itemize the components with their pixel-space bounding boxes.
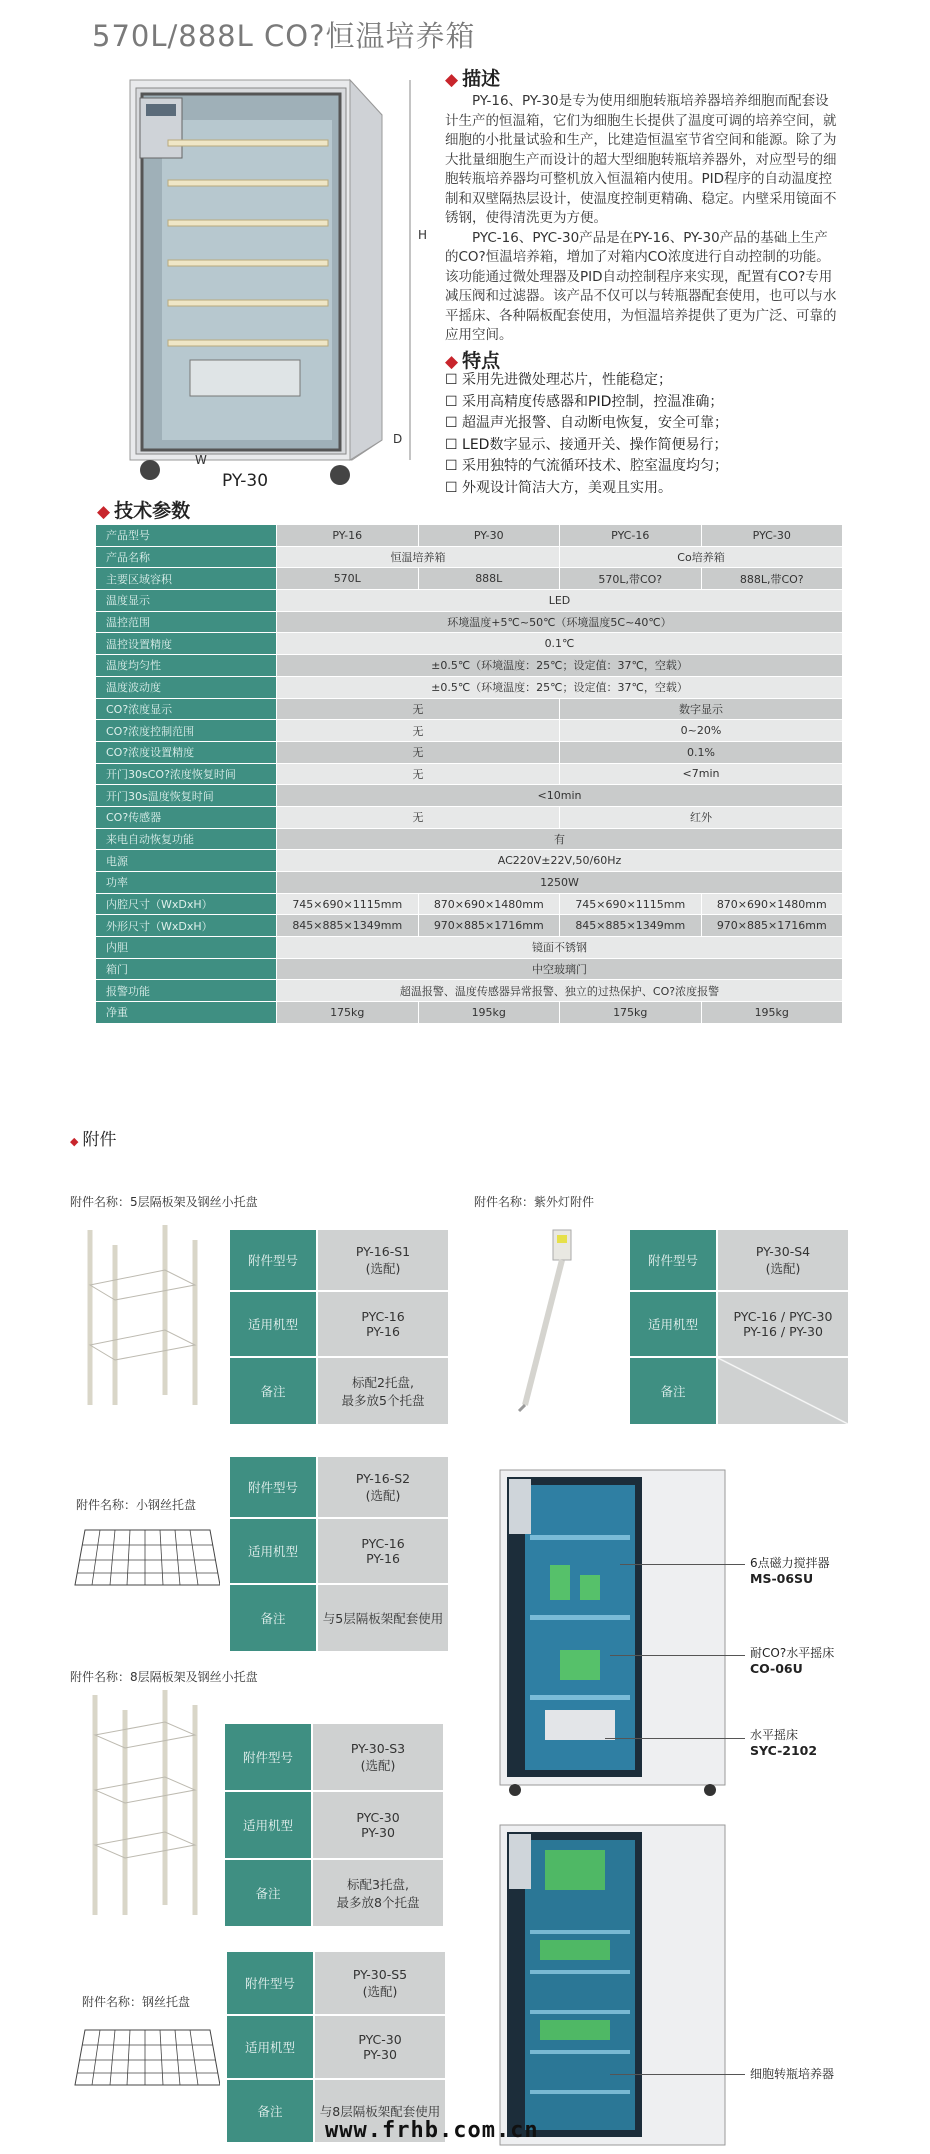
spec-value: 数字显示 (560, 698, 843, 720)
key-model: 附件型号 (229, 1456, 317, 1518)
spec-value: 175kg (560, 1002, 702, 1024)
spec-label: CO?浓度显示 (96, 698, 277, 720)
spec-row (96, 676, 843, 698)
accessory-caption: 附件名称：8层隔板架及钢丝小托盘 (70, 1670, 258, 1684)
spec-row (96, 655, 843, 677)
feature-item: ☐ 外观设计简洁大方，美观且实用。 (445, 478, 840, 500)
spec-value: 镜面不锈钢 (277, 937, 843, 959)
spec-value: 970×885×1716mm (418, 915, 560, 937)
accessory-table (223, 1722, 445, 1928)
spec-value: 无 (277, 806, 560, 828)
spec-row (96, 568, 843, 590)
spec-value: PY-16 (277, 525, 419, 547)
accessory-table (628, 1228, 850, 1426)
accessory-model: PY-16-S2 (选配) (317, 1456, 449, 1518)
spec-row (96, 980, 843, 1002)
callout-name: 细胞转瓶培养器 (750, 2067, 835, 2081)
spec-heading (97, 496, 190, 523)
spec-value: 888L (418, 568, 560, 590)
accessories-heading (70, 1125, 116, 1150)
spec-value: 有 (277, 828, 843, 850)
key-note: 备注 (226, 2079, 314, 2143)
spec-value: 870×690×1480mm (701, 893, 843, 915)
dim-w-label: W (195, 453, 207, 467)
spec-row (96, 785, 843, 807)
accessory-note: 标配3托盘, 最多放8个托盘 (312, 1859, 444, 1927)
spec-value: 870×690×1480mm (418, 893, 560, 915)
callout-code: CO-06U (750, 1661, 803, 1676)
spec-label: CO?传感器 (96, 806, 277, 828)
key-fit: 适用机型 (224, 1791, 312, 1859)
spec-value: 0~20% (560, 720, 843, 742)
spec-value: 恒温培养箱 (277, 546, 560, 568)
feature-item: ☐ 超温声光报警、自动断电恢复，安全可靠； (445, 413, 840, 435)
spec-row (96, 1002, 843, 1024)
spec-value: PY-30 (418, 525, 560, 547)
incubator-photo-roller (495, 1820, 735, 2150)
spec-value: 红外 (560, 806, 843, 828)
diamond-bullet-icon: ◆ (445, 70, 459, 90)
spec-row (96, 546, 843, 568)
dim-h-label: H (418, 228, 428, 242)
feature-item: ☐ 采用先进微处理芯片，性能稳定； (445, 370, 840, 392)
spec-value: 无 (277, 741, 560, 763)
accessory-caption: 附件名称：钢丝托盘 (82, 1995, 191, 2009)
spec-value: 0.1℃ (277, 633, 843, 655)
diamond-bullet-icon: ◆ (70, 1135, 79, 1148)
diamond-bullet-icon: ◆ (445, 352, 459, 372)
key-note: 备注 (224, 1859, 312, 1927)
spec-value: 无 (277, 720, 560, 742)
shelf-rack-8-image (70, 1690, 220, 1920)
spec-label: 温度均匀性 (96, 655, 277, 677)
feature-item: ☐ 采用高精度传感器和PID控制，控温准确； (445, 392, 840, 414)
spec-value: ±0.5℃（环境温度：25℃；设定值：37℃，空载） (277, 655, 843, 677)
incubator-photo-shakers (495, 1465, 735, 1800)
spec-value: 195kg (418, 1002, 560, 1024)
key-fit: 适用机型 (229, 1518, 317, 1584)
key-fit: 适用机型 (629, 1291, 717, 1357)
spec-value: PYC-30 (701, 525, 843, 547)
spec-value: 中空玻璃门 (277, 958, 843, 980)
key-model: 附件型号 (629, 1229, 717, 1291)
spec-label: 内腔尺寸（WxDxH） (96, 893, 277, 915)
callout-horizontal-shaker (750, 1727, 817, 1759)
spec-label: 温度显示 (96, 590, 277, 612)
spec-label: 净重 (96, 1002, 277, 1024)
spec-label: 温控范围 (96, 611, 277, 633)
callout-line (610, 1655, 745, 1656)
accessory-note: 与5层隔板架配套使用 (317, 1584, 449, 1652)
description-paragraph: PY-16、PY-30是专为使用细胞转瓶培养器培养细胞而配套设计生产的恒温箱，它们为细胞生长提供了温度可调的培养空间，就细胞的小批量试验和生产，比建造恒温室节省空间和能源。除了为大批量细胞生产而设计的超大型细胞转瓶培养器外，对应型号的细胞转瓶培养器均可整机放入恒温箱内使用。PID程序的自动温度控制和双壁隔热层设计，使温度控制更精确、稳定。内壁采用镜面不锈钢，使得清洗更为方便。 (445, 93, 837, 226)
spec-value: 无 (277, 698, 560, 720)
spec-value: 175kg (277, 1002, 419, 1024)
features-list (445, 370, 840, 499)
accessory-fit: PYC-30 PY-30 (312, 1791, 444, 1859)
spec-value: 环境温度+5℃~50℃（环境温度5C~40℃） (277, 611, 843, 633)
diamond-bullet-icon: ◆ (97, 502, 111, 522)
spec-value: 888L,带CO? (701, 568, 843, 590)
key-model: 附件型号 (224, 1723, 312, 1791)
spec-row (96, 525, 843, 547)
spec-label: 开门30sCO?浓度恢复时间 (96, 763, 277, 785)
spec-row (96, 958, 843, 980)
spec-label: 外形尺寸（WxDxH） (96, 915, 277, 937)
product-label: PY-30 (222, 471, 269, 491)
spec-row (96, 806, 843, 828)
callout-magnetic-stirrer (750, 1555, 830, 1587)
features-heading (445, 346, 500, 373)
incubator-illustration (120, 70, 440, 490)
accessory-model: PY-30-S5 (选配) (314, 1951, 446, 2015)
feature-item: ☐ 采用独特的气流循环技术、腔室温度均匀； (445, 456, 840, 478)
accessory-model: PY-30-S3 (选配) (312, 1723, 444, 1791)
callout-line (620, 1564, 745, 1565)
spec-label: 主要区域容积 (96, 568, 277, 590)
spec-value: PYC-16 (560, 525, 702, 547)
key-model: 附件型号 (226, 1951, 314, 2015)
spec-label: 产品名称 (96, 546, 277, 568)
spec-row (96, 850, 843, 872)
spec-value: 195kg (701, 1002, 843, 1024)
wire-tray-image (70, 2025, 220, 2095)
spec-value: 745×690×1115mm (277, 893, 419, 915)
features-heading-text: 特点 (462, 350, 501, 372)
spec-value: <10min (277, 785, 843, 807)
spec-label: 电源 (96, 850, 277, 872)
spec-row (96, 893, 843, 915)
spec-row (96, 937, 843, 959)
spec-label: CO?浓度设置精度 (96, 741, 277, 763)
spec-value: 970×885×1716mm (701, 915, 843, 937)
spec-label: 开门30s温度恢复时间 (96, 785, 277, 807)
callout-code: SYC-2102 (750, 1743, 818, 1758)
spec-value: Co培养箱 (560, 546, 843, 568)
spec-row (96, 828, 843, 850)
accessory-caption: 附件名称：紫外灯附件 (474, 1195, 595, 1209)
spec-label: CO?浓度控制范围 (96, 720, 277, 742)
spec-row (96, 741, 843, 763)
spec-label: 功率 (96, 872, 277, 894)
watermark: www.frhb.com.cn (325, 2118, 539, 2143)
spec-value: 0.1% (560, 741, 843, 763)
callout-code: MS-06SU (750, 1571, 814, 1586)
spec-value: LED (277, 590, 843, 612)
callout-line (610, 2074, 745, 2075)
spec-label: 箱门 (96, 958, 277, 980)
key-note: 备注 (229, 1584, 317, 1652)
feature-item: ☐ LED数字显示、接通开关、操作简便易行； (445, 435, 840, 457)
key-model: 附件型号 (229, 1229, 317, 1291)
spec-label: 来电自动恢复功能 (96, 828, 277, 850)
callout-roller-bottle (750, 2066, 834, 2082)
page-title: 570L/888L CO?恒温培养箱 (92, 19, 476, 53)
spec-value: ±0.5℃（环境温度：25℃；设定值：37℃，空载） (277, 676, 843, 698)
accessory-table (228, 1228, 450, 1426)
spec-value: AC220V±22V,50/60Hz (277, 850, 843, 872)
accessory-fit: PYC-30 PY-30 (314, 2015, 446, 2079)
spec-table (95, 524, 843, 1024)
key-note: 备注 (229, 1357, 317, 1425)
accessory-caption: 附件名称：5层隔板架及钢丝小托盘 (70, 1195, 258, 1209)
spec-row (96, 915, 843, 937)
accessory-table (225, 1950, 447, 2144)
callout-line (605, 1738, 745, 1739)
spec-row (96, 633, 843, 655)
key-fit: 适用机型 (229, 1291, 317, 1357)
accessory-fit: PYC-16 / PYC-30 PY-16 / PY-30 (717, 1291, 849, 1357)
accessory-fit: PYC-16 PY-16 (317, 1291, 449, 1357)
spec-value: 745×690×1115mm (560, 893, 702, 915)
key-note: 备注 (629, 1357, 717, 1425)
callout-co2-shaker (750, 1645, 834, 1677)
description-heading (445, 64, 500, 91)
description-body (445, 92, 840, 346)
accessory-table (228, 1455, 450, 1653)
spec-value: 超温报警、温度传感器异常报警、独立的过热保护、CO?浓度报警 (277, 980, 843, 1002)
spec-value: 1250W (277, 872, 843, 894)
callout-name: 6点磁力搅拌器 (750, 1556, 830, 1570)
spec-label: 报警功能 (96, 980, 277, 1002)
spec-label: 温度波动度 (96, 676, 277, 698)
spec-value: 无 (277, 763, 560, 785)
spec-value: 570L (277, 568, 419, 590)
spec-value: 845×885×1349mm (560, 915, 702, 937)
small-wire-tray-image (70, 1525, 220, 1595)
accessory-fit: PYC-16 PY-16 (317, 1518, 449, 1584)
accessory-note: 与8层隔板架配套使用 (314, 2079, 446, 2143)
description-paragraph: PYC-16、PYC-30产品是在PY-16、PY-30产品的基础上生产的CO?恒温培养箱，增加了对箱内CO浓度进行自动控制的功能。该功能通过微处理器及PID自动控制程序来实现，配置有CO?专用减压阀和过滤器。该产品不仅可以与转瓶器配套使用，也可以与水平摇床、各种隔板配套使用，为恒温培养提供了更为广泛、可靠的应用空间。 (445, 229, 837, 343)
accessory-caption: 附件名称：小钢丝托盘 (76, 1498, 197, 1512)
description-heading-text: 描述 (462, 68, 501, 90)
spec-row (96, 720, 843, 742)
key-fit: 适用机型 (226, 2015, 314, 2079)
spec-row (96, 698, 843, 720)
dim-d-label: D (393, 432, 403, 446)
uv-lamp-image (505, 1225, 595, 1415)
spec-row (96, 611, 843, 633)
spec-row (96, 872, 843, 894)
spec-row (96, 763, 843, 785)
spec-row (96, 590, 843, 612)
callout-name: 耐CO?水平摇床 (750, 1646, 835, 1660)
accessory-note-empty (717, 1357, 849, 1425)
accessory-model: PY-16-S1 (选配) (317, 1229, 449, 1291)
spec-value: 570L,带CO? (560, 568, 702, 590)
accessory-model: PY-30-S4 (选配) (717, 1229, 849, 1291)
spec-value: 845×885×1349mm (277, 915, 419, 937)
callout-name: 水平摇床 (750, 1728, 799, 1742)
spec-label: 产品型号 (96, 525, 277, 547)
spec-heading-text: 技术参数 (114, 500, 191, 522)
accessories-heading-text: 附件 (82, 1130, 117, 1150)
spec-value: <7min (560, 763, 843, 785)
shelf-rack-5-image (70, 1225, 220, 1410)
spec-label: 内胆 (96, 937, 277, 959)
accessory-note: 标配2托盘, 最多放5个托盘 (317, 1357, 449, 1425)
spec-label: 温控设置精度 (96, 633, 277, 655)
